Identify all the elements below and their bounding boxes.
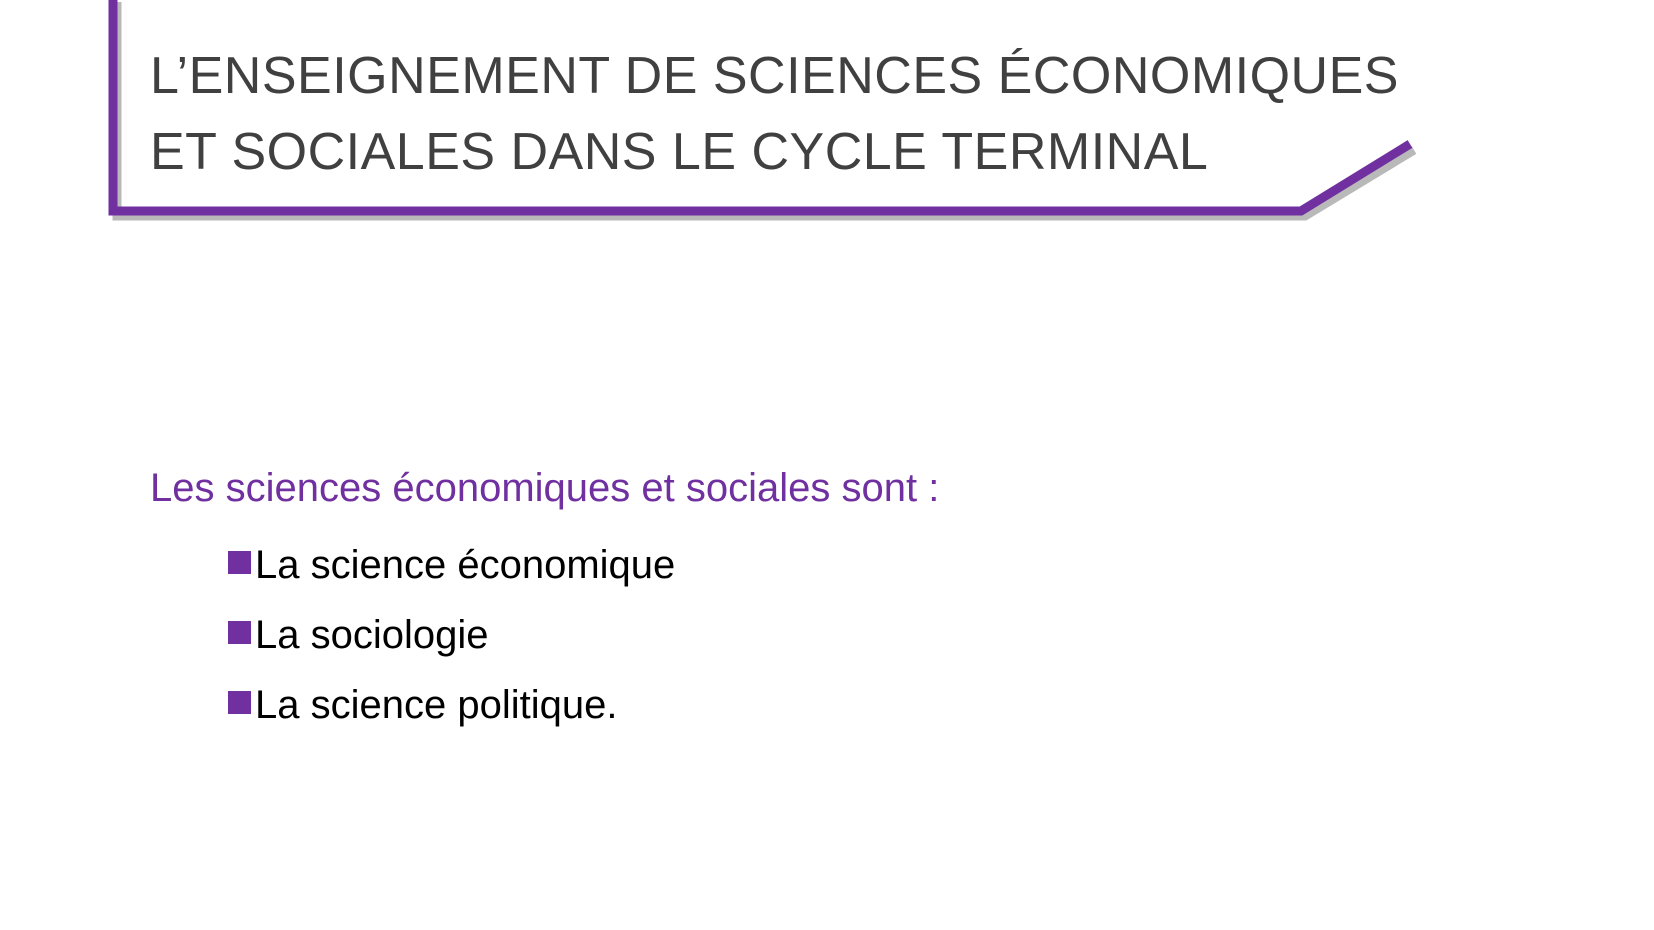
square-bullet-icon: [228, 551, 251, 574]
bullet-item-science-politique: [228, 670, 675, 740]
slide-title-line-2: ET SOCIALES DANS LE CYCLE TERMINAL: [150, 123, 1209, 181]
slide-title-line-1: L’ENSEIGNEMENT DE SCIENCES ÉCONOMIQUES: [150, 47, 1399, 105]
square-bullet-icon: [228, 691, 251, 714]
slide-title: [150, 38, 1400, 190]
bullet-item-science-economique: [228, 530, 675, 600]
square-bullet-icon: [228, 621, 251, 644]
bullet-text: La science économique: [255, 543, 676, 587]
bullet-text: La sociologie: [255, 613, 489, 657]
intro-text: Les sciences économiques et sociales sont :: [150, 466, 940, 510]
bullet-list: [228, 530, 675, 740]
bullet-text: La science politique.: [255, 683, 618, 727]
bullet-item-sociologie: [228, 600, 675, 670]
